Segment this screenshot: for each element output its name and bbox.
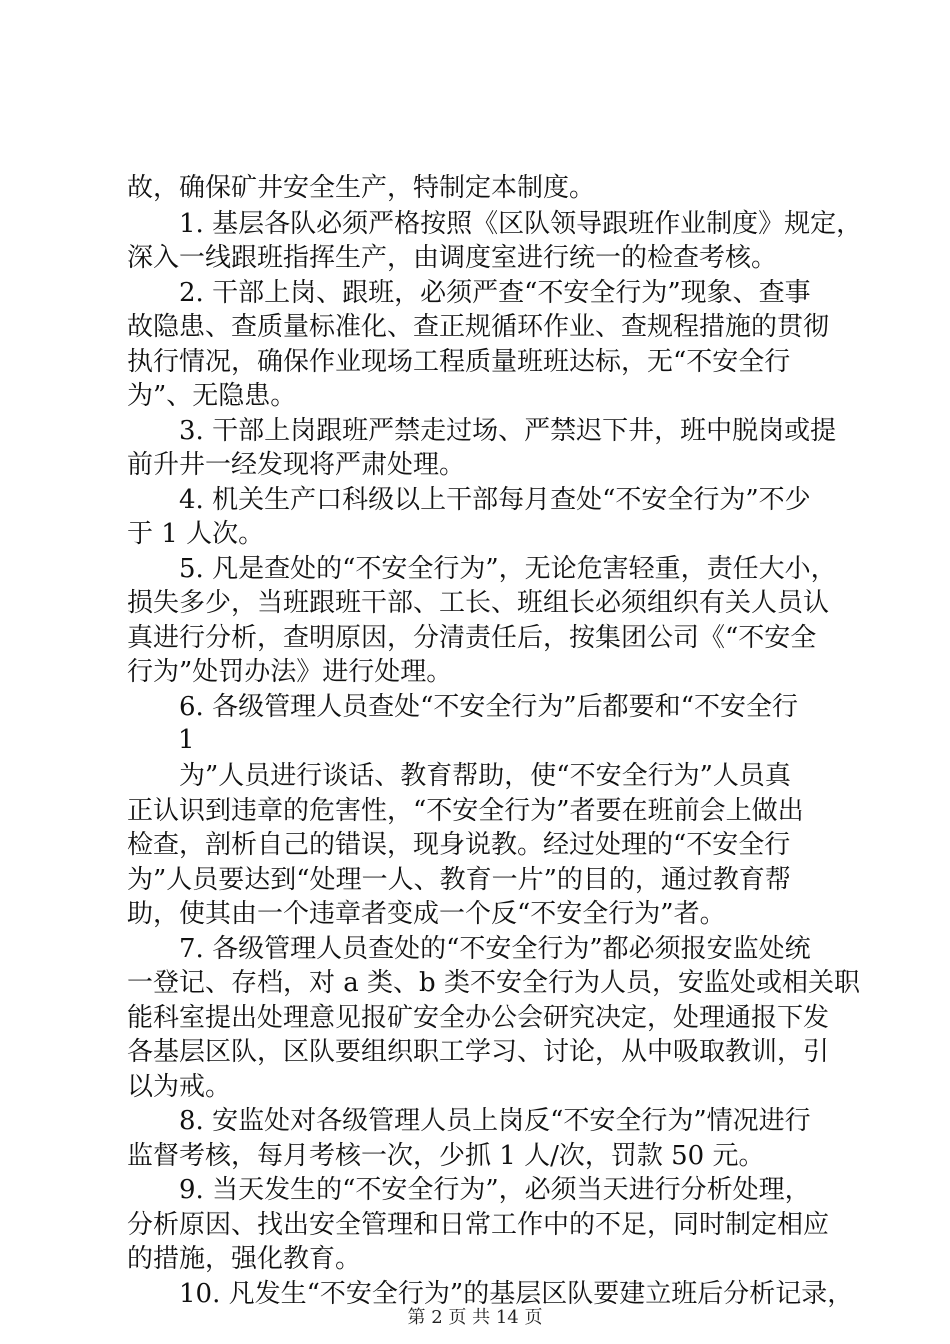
text-line: 故隐患、查质量标准化、查正规循环作业、查规程措施的贯彻 [127,312,830,342]
text-line: 执行情况，确保作业现场工程质量班班达标，无“不安全行 [127,347,791,377]
text-line: 5. 凡是查处的“不安全行为”，无论危害轻重，责任大小， [179,554,837,584]
text-line: 10. 凡发生“不安全行为”的基层区队要建立班后分析记录， [179,1279,854,1309]
text-line: 能科室提出处理意见报矿安全办公会研究决定，处理通报下发 [127,1003,830,1033]
text-line: 各基层区队，区队要组织职工学习、讨论，从中吸取教训，引 [127,1037,830,1067]
page-footer: 第 2 页 共 14 页 [407,1307,543,1328]
text-line: 1. 基层各队必须严格按照《区队领导跟班作业制度》规定， [179,209,863,239]
text-line: 7. 各级管理人员查处的“不安全行为”都必须报安监处统 [179,934,811,964]
text-line: 为”人员进行谈话、教育帮助，使“不安全行为”人员真 [179,761,791,791]
text-line: 助，使其由一个违章者变成一个反“不安全行为”者。 [127,899,726,929]
text-line: 行为”处罚办法》进行处理。 [127,657,453,687]
text-line: 深入一线跟班指挥生产，由调度室进行统一的检查考核。 [127,243,778,273]
text-line: 为”人员要达到“处理一人、教育一片”的目的，通过教育帮 [127,865,791,895]
text-line: 4. 机关生产口科级以上干部每月查处“不安全行为”不少 [179,485,811,515]
text-line: 2. 干部上岗、跟班，必须严查“不安全行为”现象、查事 [179,278,811,308]
text-line: 3. 干部上岗跟班严禁走过场、严禁迟下井，班中脱岗或提 [179,416,837,446]
text-line: 9. 当天发生的“不安全行为”，必须当天进行分析处理， [179,1175,811,1205]
text-line: 一登记、存档，对 a 类、b 类不安全行为人员，安监处或相关职 [127,968,860,998]
text-line: 6. 各级管理人员查处“不安全行为”后都要和“不安全行 [179,692,798,722]
text-line: 分析原因、找出安全管理和日常工作中的不足，同时制定相应 [127,1210,830,1240]
text-line: 正认识到违章的危害性，“不安全行为”者要在班前会上做出 [127,796,804,826]
text-line: 损失多少，当班跟班干部、工长、班组长必须组织有关人员认 [127,588,830,618]
text-line: 前升井一经发现将严肃处理。 [127,450,466,480]
text-line: 于 1 人次。 [127,519,265,549]
text-line: 真进行分析，查明原因，分清责任后，按集团公司《“不安全 [127,623,817,653]
text-line: 的措施，强化教育。 [127,1244,362,1274]
inline-page-number: 1 [178,725,195,755]
text-line: 监督考核，每月考核一次，少抓 1 人/次，罚款 50 元。 [127,1141,765,1171]
text-line: 故，确保矿井安全生产，特制定本制度。 [127,173,596,203]
text-line: 8. 安监处对各级管理人员上岗反“不安全行为”情况进行 [179,1106,811,1136]
text-line: 检查，剖析自己的错误，现身说教。经过处理的“不安全行 [127,830,791,860]
text-line: 为”、无隐患。 [127,381,297,411]
text-line: 以为戒。 [127,1072,232,1102]
